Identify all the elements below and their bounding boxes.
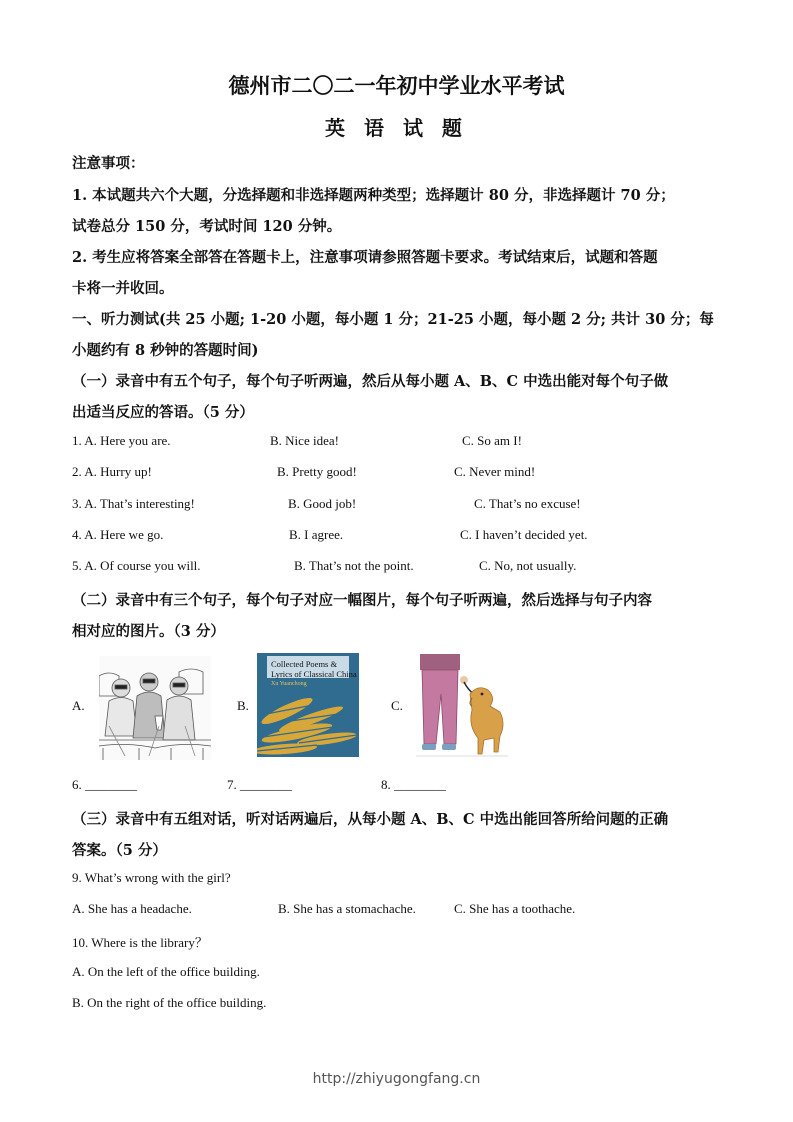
book-author: Xu Yuanchong <box>271 681 307 687</box>
answer-blank-8[interactable]: 8. ________ <box>381 777 446 792</box>
q9-option-c: C. She has a toothache. <box>454 901 576 916</box>
note-item-2-line-2: 卡将一并收回。 <box>72 280 174 297</box>
q4-option-a: 4. A. Here we go. <box>72 527 164 542</box>
note-item-1-line-1: 1. 本试题共六个大题，分选择题和非选择题两种类型；选择题计 80 分，非选择题计 70 分； <box>72 187 675 204</box>
cinema-audience-picture <box>99 656 211 760</box>
q10-question: 10. Where is the library？ <box>72 935 208 950</box>
notes-heading: 注意事项： <box>72 155 145 172</box>
q4-option-b: B. I agree. <box>289 527 344 542</box>
q3-option-b: B. Good job! <box>288 496 357 511</box>
part3-instruction-line-2: 答案。（5 分） <box>72 842 167 859</box>
note-item-2-line-1: 2. 考生应将答案全部答在答题卡上，注意事项请参照答题卡要求。考试结束后，试题和答题 <box>72 249 658 266</box>
q2-option-a: 2. A. Hurry up! <box>72 464 152 479</box>
note-item-1-line-2: 试卷总分 150 分，考试时间 120 分钟。 <box>72 218 342 235</box>
q3-option-c: C. That’s no excuse! <box>474 496 581 511</box>
exam-title: 德州市二〇二一年初中学业水平考试 <box>228 73 565 98</box>
q9-option-a: A. She has a headache. <box>72 901 192 916</box>
q2-option-c: C. Never mind! <box>454 464 536 479</box>
answer-blank-7[interactable]: 7. ________ <box>227 777 292 792</box>
q9-question: 9. What’s wrong with the girl? <box>72 870 231 885</box>
subject-title: 英 语 试 题 <box>325 116 468 140</box>
book-title: Collected Poems & Lyrics of Classical China <box>271 659 357 679</box>
q2-option-b: B. Pretty good! <box>277 464 357 479</box>
q5-option-b: B. That’s not the point. <box>294 558 414 573</box>
poetry-book-cover-picture <box>257 653 359 757</box>
q10-option-a: A. On the left of the office building. <box>72 964 260 979</box>
part3-instruction-line-1: （三）录音中有五组对话，听对话两遍后，从每小题 A、B、C 中选出能回答所给问题的正确 <box>72 811 669 828</box>
dog-walking-picture <box>416 654 508 760</box>
q10-option-b: B. On the right of the office building. <box>72 995 267 1010</box>
picture-label-b: B. <box>237 698 249 713</box>
q3-option-a: 3. A. That’s interesting! <box>72 496 195 511</box>
q5-option-a: 5. A. Of course you will. <box>72 558 201 573</box>
part2-instruction-line-2: 相对应的图片。（3 分） <box>72 623 225 640</box>
q9-option-b: B. She has a stomachache. <box>278 901 416 916</box>
part1-instruction-line-2: 出适当反应的答语。（5 分） <box>72 404 254 421</box>
answer-blank-6[interactable]: 6. ________ <box>72 777 137 792</box>
section1-heading-line-2: 小题约有 8 秒钟的答题时间) <box>72 342 259 359</box>
picture-label-a: A. <box>72 698 85 713</box>
q5-option-c: C. No, not usually. <box>479 558 577 573</box>
q1-option-a: 1. A. Here you are. <box>72 433 171 448</box>
q4-option-c: C. I haven’t decided yet. <box>460 527 588 542</box>
q1-option-c: C. So am I! <box>462 433 522 448</box>
q1-option-b: B. Nice idea! <box>270 433 339 448</box>
part1-instruction-line-1: （一）录音中有五个句子，每个句子听两遍，然后从每小题 A、B、C 中选出能对每个句子做 <box>72 373 669 390</box>
section1-heading-line-1: 一、听力测试(共 25 小题; 1-20 小题，每小题 1 分；21-25 小题，每小题 2 分; 共计 30 分；每 <box>72 311 714 328</box>
part2-instruction-line-1: （二）录音中有三个句子，每个句子对应一幅图片，每个句子听两遍，然后选择与句子内容 <box>72 592 652 609</box>
picture-label-c: C. <box>391 698 403 713</box>
footer-url[interactable]: http://zhiyugongfang.cn <box>312 1071 481 1087</box>
